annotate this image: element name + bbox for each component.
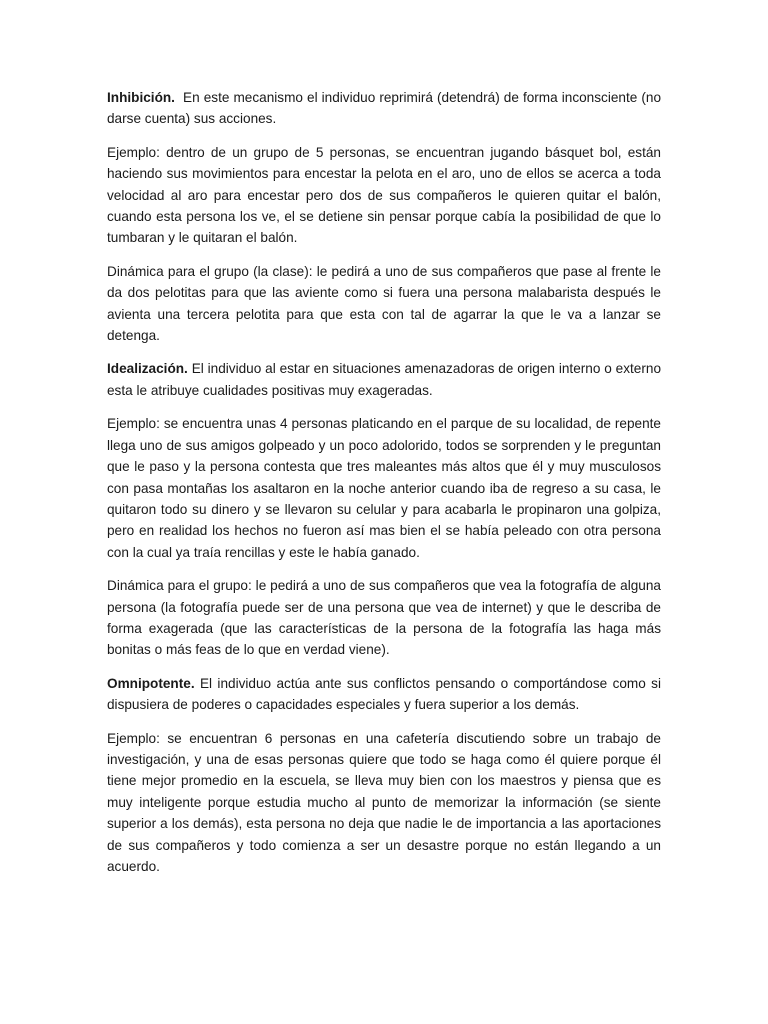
paragraph-dinamica-inhibicion: Dinámica para el grupo (la clase): le pedirá a uno de sus compañeros que pase al frente le da dos pelotitas para que las aviente como si fuera una persona malabarista después le avienta una tercera pelotita para que esta con tal de agarrar la que le va a lanzar se detenga. <box>107 263 661 344</box>
definition-inhibicion: En este mecanismo el individuo reprimirá (detendrá) de forma inconsciente (no darse cuenta) sus acciones. <box>107 90 665 127</box>
paragraph-omnipotente <box>107 673 665 716</box>
paragraph-ejemplo-inhibicion: Ejemplo: dentro de un grupo de 5 personas, se encuentran jugando básquet bol, están haciendo sus movimientos para encestar la pelota en el aro, uno de ellos se acerca a toda velocidad al aro para encestar pero dos de sus compañeros le quieren quitar el balón, cuando esta persona los ve, el se detiene sin pensar porque cabía la posibilidad de que lo tumbaran y le quitaran el balón. <box>107 144 661 246</box>
term-inhibicion: Inhibición. <box>107 90 175 105</box>
paragraph-ejemplo-idealizacion: Ejemplo: se encuentra unas 4 personas platicando en el parque de su localidad, de repente llega uno de sus amigos golpeado y un poco adolorido, todos se sorprenden y le preguntan que le paso y la persona contesta que tres maleantes más altos que él y muy musculosos con pasa montañas los asaltaron en la noche anterior cuando iba de regreso a su casa, le quitaron todo su dinero y se llevaron su celular y para acabarla le propinaron una golpiza, pero en realidad los hechos no fueron así mas bien el se había peleado con otra persona con la cual ya traía rencillas y este le había ganado. <box>107 416 661 560</box>
paragraph-idealizacion <box>107 358 665 401</box>
document-page <box>107 87 665 889</box>
definition-idealizacion: El individuo al estar en situaciones amenazadoras de origen interno o externo esta le atribuye cualidades positivas muy exageradas. <box>107 361 665 398</box>
paragraph-ejemplo-omnipotente: Ejemplo: se encuentran 6 personas en una cafetería discutiendo sobre un trabajo de investigación, y una de esas personas quiere que todo se haga como él quiere porque él tiene mejor promedio en la escuela, se lleva muy bien con los maestros y piensa que es muy inteligente porque estudia mucho al punto de memorizar la información (se siente superior a los demás), esta persona no deja que nadie le de importancia a las aportaciones de sus compañeros y todo comienza a ser un desastre porque no están llegando a un acuerdo. <box>107 730 661 874</box>
term-idealizacion: Idealización. <box>107 361 188 377</box>
definition-omnipotente: El individuo actúa ante sus conflictos pensando o comportándose como si dispusiera de poderes o capacidades especiales y fuera superior a los demás. <box>107 675 665 713</box>
term-omnipotente: Omnipotente. <box>107 675 195 691</box>
paragraph-inhibicion <box>107 87 665 130</box>
paragraph-dinamica-idealizacion: Dinámica para el grupo: le pedirá a uno de sus compañeros que vea la fotografía de alguna persona (la fotografía puede ser de una persona que vea de internet) y que le describa de forma exagerada (que las características de la persona de la fotografía las haga más bonitas o más feas de lo que en verdad viene). <box>107 578 661 658</box>
